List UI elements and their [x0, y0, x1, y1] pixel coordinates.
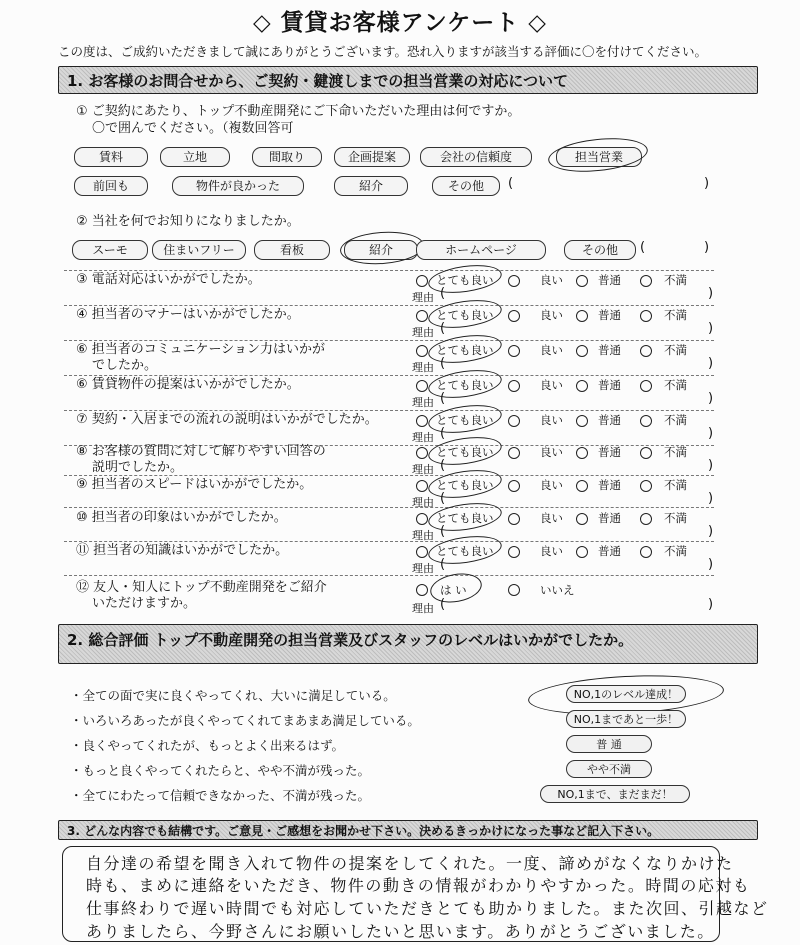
- radio-good[interactable]: [508, 310, 520, 322]
- option-label-unsatisfied: 不満: [664, 273, 687, 287]
- radio-average[interactable]: [576, 513, 588, 525]
- radio-good[interactable]: [508, 447, 520, 459]
- reason-open-paren: (: [440, 491, 446, 506]
- option-label-unsatisfied: 不満: [664, 445, 687, 459]
- option-label-good: 良い: [540, 273, 563, 287]
- question-text-cont: でしたか。: [92, 358, 158, 373]
- radio-unsatisfied[interactable]: [640, 546, 652, 558]
- q2-text: ② 当社を何でお知りになりましたか。: [76, 214, 300, 229]
- radio-unsatisfied[interactable]: [640, 415, 652, 427]
- q1-choice-other[interactable]: その他: [432, 176, 500, 196]
- reason-open-paren: (: [440, 321, 446, 336]
- radio-very-good[interactable]: [416, 480, 428, 492]
- radio-average[interactable]: [576, 380, 588, 392]
- section1-header: 1. お客様のお問合せから、ご契約・鍵渡しまでの担当営業の対応について: [58, 66, 758, 94]
- option-label-unsatisfied: 不満: [664, 413, 687, 427]
- handwritten-circle-mark: [427, 366, 504, 402]
- reason-label: 理由: [412, 463, 434, 476]
- radio-unsatisfied[interactable]: [640, 310, 652, 322]
- radio-good[interactable]: [508, 546, 520, 558]
- reason-close-paren: ): [708, 458, 714, 473]
- page-title: ◇ 賃貸お客様アンケート ◇: [252, 10, 547, 36]
- reason-close-paren: ): [708, 356, 714, 371]
- radio-average[interactable]: [576, 275, 588, 287]
- reason-open-paren: (: [440, 426, 446, 441]
- reason-label: 理由: [412, 529, 434, 542]
- handwritten-circle-mark: [427, 466, 504, 502]
- option-label-very-good: とても良い: [436, 413, 494, 427]
- q2-choice-homepage[interactable]: ホームページ: [416, 240, 546, 260]
- section2-header: 2. 総合評価 トップ不動産開発の担当営業及びスタッフのレベルはいかがでしたか。: [58, 624, 758, 664]
- reason-open-paren: (: [440, 391, 446, 406]
- radio-very-good[interactable]: [416, 546, 428, 558]
- question-text: ④ 担当者のマナーはいかがでしたか。: [76, 307, 300, 322]
- reason-close-paren: ): [708, 524, 714, 539]
- q12-text-cont: いただけますか。: [92, 596, 197, 611]
- radio-good[interactable]: [508, 380, 520, 392]
- option-label-good: 良い: [540, 544, 563, 558]
- reason-close-paren: ): [708, 321, 714, 336]
- option-label-average: 普通: [598, 378, 621, 392]
- handwritten-circle-mark: [427, 499, 504, 535]
- q1-choice-previous[interactable]: 前回も: [74, 176, 148, 196]
- q1-choice-location[interactable]: 立地: [160, 147, 230, 167]
- option-label-unsatisfied: 不満: [664, 478, 687, 492]
- radio-good[interactable]: [508, 513, 520, 525]
- summary-option-text: ・もっと良くやってくれたらと、やや不満が残った。: [70, 763, 371, 778]
- question-text: ③ 電話対応はいかがでしたか。: [76, 272, 261, 287]
- option-label-very-good: とても良い: [436, 544, 494, 558]
- radio-unsatisfied[interactable]: [640, 345, 652, 357]
- option-label-average: 普通: [598, 413, 621, 427]
- option-label-yes: は い: [440, 583, 467, 597]
- radio-average[interactable]: [576, 447, 588, 459]
- radio-no[interactable]: [508, 584, 520, 596]
- option-label-good: 良い: [540, 378, 563, 392]
- handwritten-circle-mark: [427, 532, 504, 568]
- reason-close-paren: ): [708, 286, 714, 301]
- reason-label: 理由: [412, 431, 434, 444]
- summary-option-text: ・いろいろあったが良くやってくれてまあまあ満足している。: [70, 713, 420, 728]
- question-text: ⑥ 賃貸物件の提案はいかがでしたか。: [76, 377, 300, 392]
- handwritten-circle-mark: [427, 433, 504, 469]
- option-label-good: 良い: [540, 445, 563, 459]
- radio-good[interactable]: [508, 480, 520, 492]
- summary-option-text: ・良くやってくれたが、もっとよく出来るはず。: [70, 738, 345, 753]
- radio-very-good[interactable]: [416, 447, 428, 459]
- radio-average[interactable]: [576, 546, 588, 558]
- handwritten-circle-mark: [547, 134, 650, 176]
- option-label-unsatisfied: 不満: [664, 544, 687, 558]
- handwritten-comment-line-4: ありましたら、今野さんにお願いしたいと思います。ありがとうございました。: [86, 922, 715, 941]
- radio-unsatisfied[interactable]: [640, 447, 652, 459]
- radio-very-good[interactable]: [416, 380, 428, 392]
- option-label-average: 普通: [598, 544, 621, 558]
- radio-good[interactable]: [508, 345, 520, 357]
- radio-average[interactable]: [576, 415, 588, 427]
- reason-close-paren: ): [708, 391, 714, 406]
- handwritten-circle-mark: [427, 401, 504, 437]
- radio-very-good[interactable]: [416, 415, 428, 427]
- option-label-unsatisfied: 不満: [664, 343, 687, 357]
- radio-very-good[interactable]: [416, 275, 428, 287]
- option-label-good: 良い: [540, 511, 563, 525]
- radio-unsatisfied[interactable]: [640, 513, 652, 525]
- q1-text: ① ご契約にあたり、トップ不動産開発にご下命いただいた理由は何ですか。: [76, 104, 521, 119]
- option-label-very-good: とても良い: [436, 511, 494, 525]
- level-badge-top[interactable]: NO,1のレベル達成！: [566, 685, 686, 703]
- option-label-average: 普通: [598, 445, 621, 459]
- option-label-very-good: とても良い: [436, 308, 494, 322]
- question-text: ⑩ 担当者の印象はいかがでしたか。: [76, 510, 287, 525]
- reason-label: 理由: [412, 361, 434, 374]
- q1-choice-rent[interactable]: 賃料: [74, 147, 148, 167]
- reason-open-paren: (: [440, 524, 446, 539]
- handwritten-comment-line-1: 自分達の希望を聞き入れて物件の提案をしてくれた。一度、諦めがなくなりかけた: [86, 854, 734, 873]
- radio-unsatisfied[interactable]: [640, 480, 652, 492]
- radio-average[interactable]: [576, 480, 588, 492]
- option-label-average: 普通: [598, 478, 621, 492]
- option-label-very-good: とても良い: [436, 273, 494, 287]
- summary-option-text: ・全てにわたって信頼できなかった、不満が残った。: [70, 788, 371, 803]
- q2-choice-sumai-free[interactable]: 住まいフリー: [152, 240, 246, 260]
- handwritten-comment-line-3: 仕事終わりで遅い時間でも対応していただきとても助かりました。また次回、引越など: [86, 899, 769, 918]
- radio-unsatisfied[interactable]: [640, 380, 652, 392]
- question-text: ⑪ 担当者の知識はいかがでしたか。: [76, 543, 289, 558]
- radio-average[interactable]: [576, 310, 588, 322]
- reason-label: 理由: [412, 291, 434, 304]
- option-label-very-good: とても良い: [436, 478, 494, 492]
- option-label-average: 普通: [598, 308, 621, 322]
- option-label-unsatisfied: 不満: [664, 378, 687, 392]
- q12-text: ⑫ 友人・知人にトップ不動産開発をご紹介: [76, 580, 327, 595]
- q2-choice-signboard[interactable]: 看板: [254, 240, 330, 260]
- q1-choice-trust[interactable]: 会社の信頼度: [420, 147, 532, 167]
- option-label-good: 良い: [540, 413, 563, 427]
- level-badge-almost[interactable]: NO,1まであと一歩！: [566, 710, 686, 728]
- option-label-good: 良い: [540, 308, 563, 322]
- reason-label: 理由: [412, 562, 434, 575]
- reason-open-paren: (: [440, 286, 446, 301]
- q1-instruction: 〇で囲んでください。（複数回答可: [92, 121, 294, 136]
- q2-choice-referral[interactable]: 紹介: [344, 240, 418, 260]
- reason-open-paren: (: [440, 356, 446, 371]
- question-text: ⑨ 担当者のスピードはいかがでしたか。: [76, 477, 313, 492]
- level-badge-slightly-unsatisfied[interactable]: やや不満: [566, 760, 652, 778]
- reason-close-paren: ): [708, 426, 714, 441]
- option-label-very-good: とても良い: [436, 378, 494, 392]
- reason-label: 理由: [412, 602, 434, 615]
- level-badge-far[interactable]: NO,1まで、まだまだ！: [540, 785, 690, 803]
- reason-open-paren: (: [440, 557, 446, 572]
- q2-choice-other[interactable]: その他: [564, 240, 636, 260]
- option-label-good: 良い: [540, 478, 563, 492]
- level-badge-average[interactable]: 普 通: [566, 735, 652, 753]
- q1-choice-sales-rep[interactable]: 担当営業: [556, 147, 642, 167]
- q1-choice-floorplan[interactable]: 間取り: [252, 147, 322, 167]
- radio-good[interactable]: [508, 275, 520, 287]
- handwritten-circle-mark: [427, 261, 504, 297]
- reason-label: 理由: [412, 496, 434, 509]
- question-text: ⑧ お客様の質問に対して解りやすい回答の: [76, 444, 326, 459]
- q1-choice-referral[interactable]: 紹介: [334, 176, 408, 196]
- handwritten-circle-mark: [427, 296, 504, 332]
- option-label-very-good: とても良い: [436, 445, 494, 459]
- radio-unsatisfied[interactable]: [640, 275, 652, 287]
- option-label-unsatisfied: 不満: [664, 511, 687, 525]
- option-label-unsatisfied: 不満: [664, 308, 687, 322]
- handwritten-comment-line-2: 時も、まめに連絡をいただき、物件の動きの情報がわかりやすかった。時間の応対も: [86, 876, 751, 895]
- reason-close-paren: ): [708, 491, 714, 506]
- intro-text: この度は、ご成約いただきまして誠にありがとうございます。恐れ入りますが該当する評価に〇を付けてください。: [58, 44, 708, 59]
- question-text: ⑥ 担当者のコミュニケーション力はいかが: [76, 342, 326, 357]
- radio-very-good[interactable]: [416, 310, 428, 322]
- q1-choice-proposal[interactable]: 企画提案: [334, 147, 410, 167]
- q2-choice-suumo[interactable]: スーモ: [72, 240, 148, 260]
- summary-option-text: ・全ての面で実に良くやってくれ、大いに満足している。: [70, 688, 396, 703]
- radio-average[interactable]: [576, 345, 588, 357]
- reason-open-paren: (: [440, 458, 446, 473]
- option-label-average: 普通: [598, 343, 621, 357]
- option-label-no: いいえ: [540, 583, 575, 597]
- reason-label: 理由: [412, 326, 434, 339]
- radio-very-good[interactable]: [416, 345, 428, 357]
- reason-label: 理由: [412, 396, 434, 409]
- question-text-cont: 説明でしたか。: [92, 460, 184, 475]
- radio-yes[interactable]: [416, 584, 428, 596]
- question-text: ⑦ 契約・入居までの流れの説明はいかがでしたか。: [76, 412, 378, 427]
- option-label-very-good: とても良い: [436, 343, 494, 357]
- option-label-good: 良い: [540, 343, 563, 357]
- q1-choice-good-property[interactable]: 物件が良かった: [172, 176, 304, 196]
- option-label-average: 普通: [598, 511, 621, 525]
- handwritten-circle-mark: [339, 229, 425, 267]
- radio-very-good[interactable]: [416, 513, 428, 525]
- reason-close-paren: ): [708, 557, 714, 572]
- option-label-average: 普通: [598, 273, 621, 287]
- radio-good[interactable]: [508, 415, 520, 427]
- handwritten-circle-mark: [427, 331, 504, 367]
- section3-header: 3. どんな内容でも結構です。ご意見・ご感想をお聞かせ下さい。決めるきっかけになった事など記入下さい。: [58, 820, 758, 840]
